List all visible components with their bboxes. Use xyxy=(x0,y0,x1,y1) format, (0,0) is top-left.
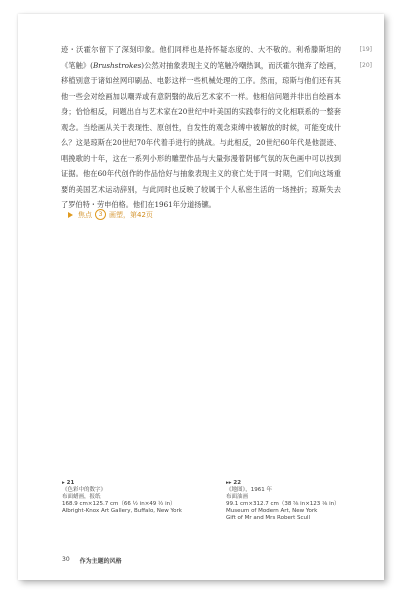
xref-page: 画塑，第42页 xyxy=(109,210,153,219)
artwork-title-italic: Brushstrokes xyxy=(92,60,142,70)
figure-medium: 布面油画 xyxy=(226,494,249,500)
body-text xyxy=(61,42,341,213)
body-text-segment: )公然对抽象表现主义的笔触冷嘲热讽，而沃霍尔抛弃了绘画，移植别意于诸如丝网印刷品、电影这样一些机械处理的工序。然而，琼斯与他们还有其他一些会对绘画加以嘲弄或有意阴翳的战后艺术家不一样。他相信问题并非出自绘画本身；恰恰相反，问题出自与艺术家在20世纪中叶美国的实践奉行的文化相联系的一整套观念。当绘画从关于表现性、原创性，自发性的观念束缚中被解放的时候，可能变成什么？这是琼斯在20世纪70年代着手进行的挑战。与此相反，20世纪60年代是他混迹、唱挽歌的十年，这在一系列小形的雕塑作品与大量弥漫着阴郁气氛的灰色画中可以找到证据。他在60年代创作的作品恰好与抽象表现主义的衰亡处于同一时期，它们向这场重要的美国艺术运动辞别，与此同时也反映了较属于个人私密生活的一场挫折；琼斯失去了罗伯特・劳申伯格。他们在1961年分道扬镳。 xyxy=(61,60,341,209)
page-footer xyxy=(62,556,122,565)
caption-left xyxy=(62,480,202,515)
note-marker: [20] xyxy=(359,61,372,69)
book-page xyxy=(18,14,384,580)
figure-collection: Albright-Knox Art Gallery, Buffalo, New York xyxy=(62,508,182,514)
cross-reference[interactable] xyxy=(68,209,153,220)
figure-title: 《色彩中的数字》 xyxy=(62,487,107,493)
xref-label: 焦点 xyxy=(78,210,92,219)
figure-collection: Museum of Modern Art, New York xyxy=(226,508,318,514)
figure-credit: Gift of Mr and Mrs Robert Scull xyxy=(226,515,311,521)
circle-number-icon: 3 xyxy=(95,209,106,220)
note-markers xyxy=(350,42,372,73)
figure-number: ▸▸ 22 xyxy=(226,480,242,486)
paragraph xyxy=(61,42,341,213)
triangle-arrow-icon xyxy=(68,212,73,218)
figure-title: 《地图》，1961 年 xyxy=(226,487,272,493)
caption-right xyxy=(226,480,366,522)
running-title: 作为主题的风格 xyxy=(79,558,122,565)
body-text-segment: 迹・沃霍尔留下了深刻印象。他们同样也是持怀疑态度的、大不敬的。利希滕斯坦的《笔触》( xyxy=(61,45,341,70)
figure-medium: 布面蜡画，报纸 xyxy=(62,494,101,500)
figure-size: 99.1 cm×312.7 cm（38 ⅝ in×123 ⅛ in） xyxy=(226,501,340,507)
note-marker: [19] xyxy=(359,46,372,53)
page-number: 30 xyxy=(62,556,70,563)
figure-number: ▸ 21 xyxy=(62,480,75,486)
figure-size: 168.9 cm×125.7 cm（66 ½ in×49 ½ in） xyxy=(62,501,176,507)
